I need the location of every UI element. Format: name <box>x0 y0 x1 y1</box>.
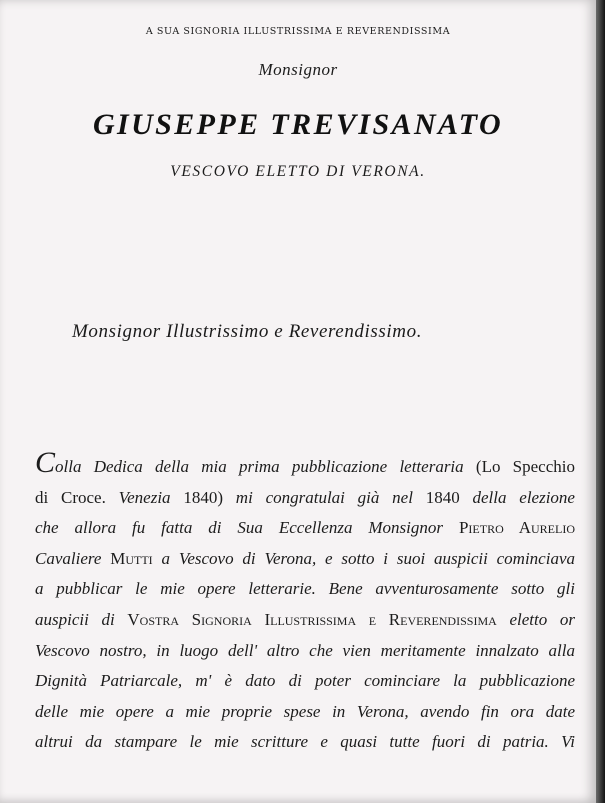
text-segment: a pubblicar le mie opere letterarie. Bene avventurosamente sotto gli <box>35 579 575 599</box>
bishop-name: GIUSEPPE TREVISANATO <box>92 108 504 141</box>
text-segment: di Croce. <box>35 487 106 507</box>
body-line <box>35 727 575 758</box>
text-segment: auspicii di <box>35 609 128 629</box>
text-segment: mi congratulai già nel <box>223 487 426 507</box>
text-segment: delle mie opere a mie proprie spese in Verona, avendo fin ora date <box>35 701 575 721</box>
text-segment: Mutti <box>110 548 153 568</box>
text-segment: Vostra Signoria Illustrissima e Reverendissima <box>127 609 497 629</box>
body-line <box>35 574 575 605</box>
body-line <box>35 544 575 575</box>
text-segment: Venezia <box>105 487 184 507</box>
text-segment: Vescovo nostro, in luogo dell' altro che vien meritamente innalzato alla <box>35 640 575 660</box>
text-segment: (Lo Specchio <box>463 457 575 476</box>
body-line <box>35 605 575 636</box>
bishop-title: VESCOVO ELETTO DI VERONA. <box>170 163 426 180</box>
text-segment: Pietro Aurelio <box>458 518 575 538</box>
body-line <box>35 666 575 697</box>
text-segment: eletto or <box>496 609 575 629</box>
text-segment: olla Dedica della mia prima pubblicazione letteraria <box>55 457 464 476</box>
text-segment: 1840) <box>183 487 224 507</box>
salutation: Monsignor Illustrissimo e Reverendissimo. <box>72 321 423 342</box>
body-line <box>35 483 575 514</box>
text-segment: 1840 <box>425 487 460 507</box>
text-segment: a Vescovo di Verona, e sotto i suoi auspicii cominciava <box>152 548 575 568</box>
text-segment: Cavaliere <box>35 548 111 568</box>
letter-body <box>35 446 575 758</box>
text-segment: che allora fu fatta di Sua Eccellenza Monsignor <box>35 518 459 538</box>
honorific-line: Monsignor <box>258 60 338 79</box>
text-segment: della elezione <box>459 487 575 507</box>
body-line <box>35 697 575 728</box>
dedication-line: A SUA SIGNORIA ILLUSTRISSIMA E REVERENDISSIMA <box>145 26 451 37</box>
text-segment: altrui da stampare le mie scritture e quasi tutte fuori di patria. Vi <box>35 732 575 752</box>
text-segment: Dignità Patriarcale, m' è dato di poter cominciare la pubblicazione <box>35 671 575 691</box>
drop-cap: C <box>35 446 56 479</box>
page-edge-shadow <box>596 0 605 803</box>
body-line <box>35 636 575 667</box>
body-line <box>35 513 575 544</box>
body-line <box>35 446 575 483</box>
